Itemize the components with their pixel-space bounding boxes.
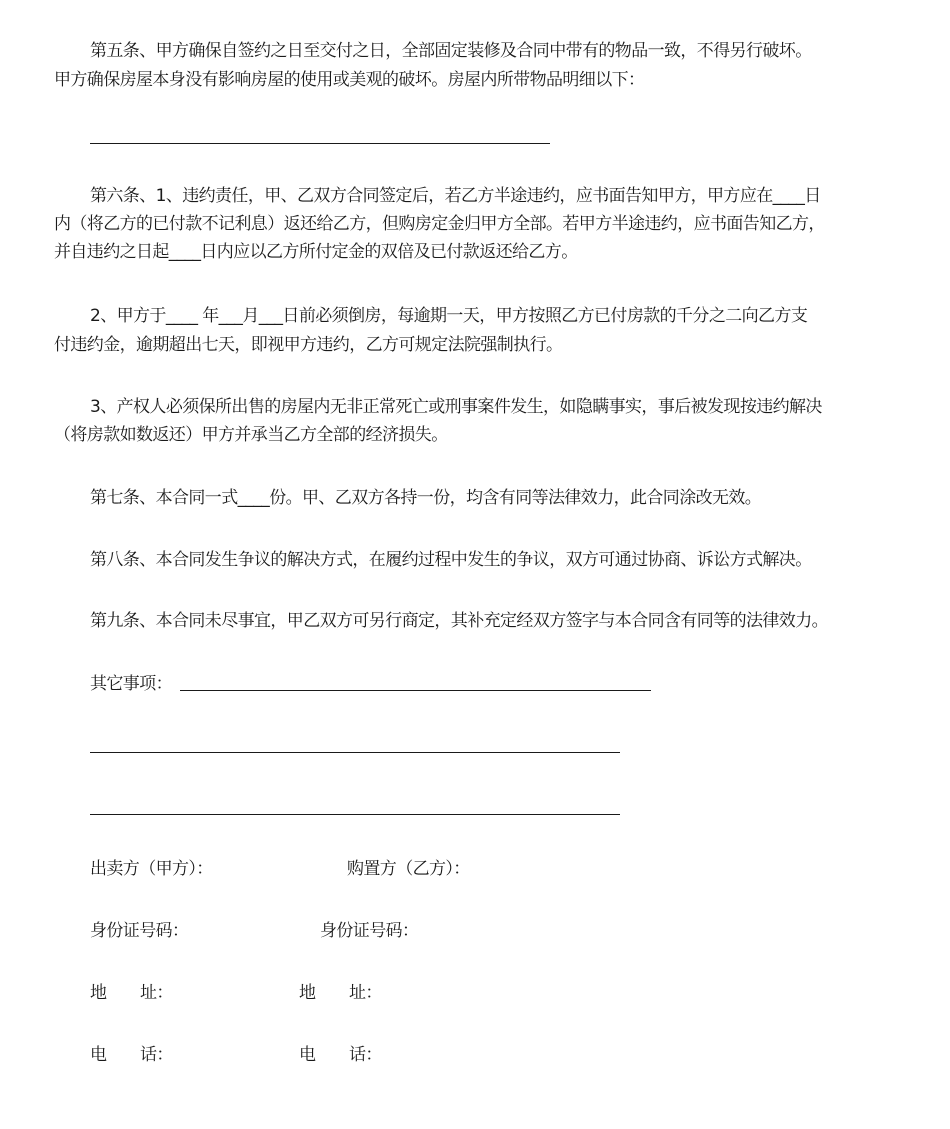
other-matters-blank-1: [180, 690, 651, 691]
article8: 第八条、本合同发生争议的解决方式，在履约过程中发生的争议，双方可通过协商、诉讼方式解决。: [90, 550, 812, 570]
seller-address-di: 地: [90, 983, 107, 1003]
seller-id-label: 身份证号码：: [90, 921, 189, 941]
article6-p1-line1: 第六条、1、违约责任，甲、乙双方合同签定后，若乙方半途违约，应书面告知甲方，甲方应在____日: [90, 186, 821, 206]
other-matters-blank-2: [90, 752, 620, 753]
seller-label: 出卖方（甲方）：: [90, 859, 213, 879]
buyer-id-label: 身份证号码：: [320, 921, 419, 941]
seller-phone-hua: 话：: [140, 1045, 173, 1065]
article6-p3-line1: 3、产权人必须保所出售的房屋内无非正常死亡或刑事案件发生，如隐瞒事实，事后被发现按违约解决: [90, 397, 822, 417]
buyer-address-zhi: 址：: [349, 983, 382, 1003]
article5-line1: 第五条、甲方确保自签约之日至交付之日，全部固定装修及合同中带有的物品一致，不得另行破坏。: [90, 41, 812, 61]
buyer-address-di: 地: [299, 983, 316, 1003]
article6-p3-line2: （将房款如数返还）甲方并承当乙方全部的经济损失。: [54, 425, 448, 445]
seller-address-zhi: 址：: [140, 983, 173, 1003]
buyer-label: 购置方（乙方）：: [347, 859, 470, 879]
other-matters-label: 其它事项：: [90, 674, 172, 694]
article5-line2: 甲方确保房屋本身没有影响房屋的使用或美观的破坏。房屋内所带物品明细以下：: [54, 70, 645, 90]
items-blank-line: [90, 143, 550, 144]
article6-p2-line1: 2、甲方于____ 年___月___日前必须倒房，每逾期一天，甲方按照乙方已付房款的千分之二向乙方支: [90, 306, 808, 326]
article7: 第七条、本合同一式____份。甲、乙双方各持一份，均含有同等法律效力，此合同涂改无效。: [90, 488, 762, 508]
article6-p1-line3: 并自违约之日起____日内应以乙方所付定金的双倍及已付款返还给乙方。: [54, 242, 578, 262]
article6-p1-line2: 内（将乙方的已付款不记利息）返还给乙方，但购房定金归甲方全部。若甲方半途违约，应书面告知乙方，: [54, 214, 825, 234]
buyer-phone-dian: 电: [299, 1045, 316, 1065]
other-matters-blank-3: [90, 814, 620, 815]
seller-phone-dian: 电: [90, 1045, 107, 1065]
buyer-phone-hua: 话：: [349, 1045, 382, 1065]
article9: 第九条、本合同未尽事宜，甲乙双方可另行商定，其补充定经双方签字与本合同含有同等的法律效力。: [90, 611, 828, 631]
article6-p2-line2: 付违约金，逾期超出七天，即视甲方违约，乙方可规定法院强制执行。: [54, 335, 563, 355]
